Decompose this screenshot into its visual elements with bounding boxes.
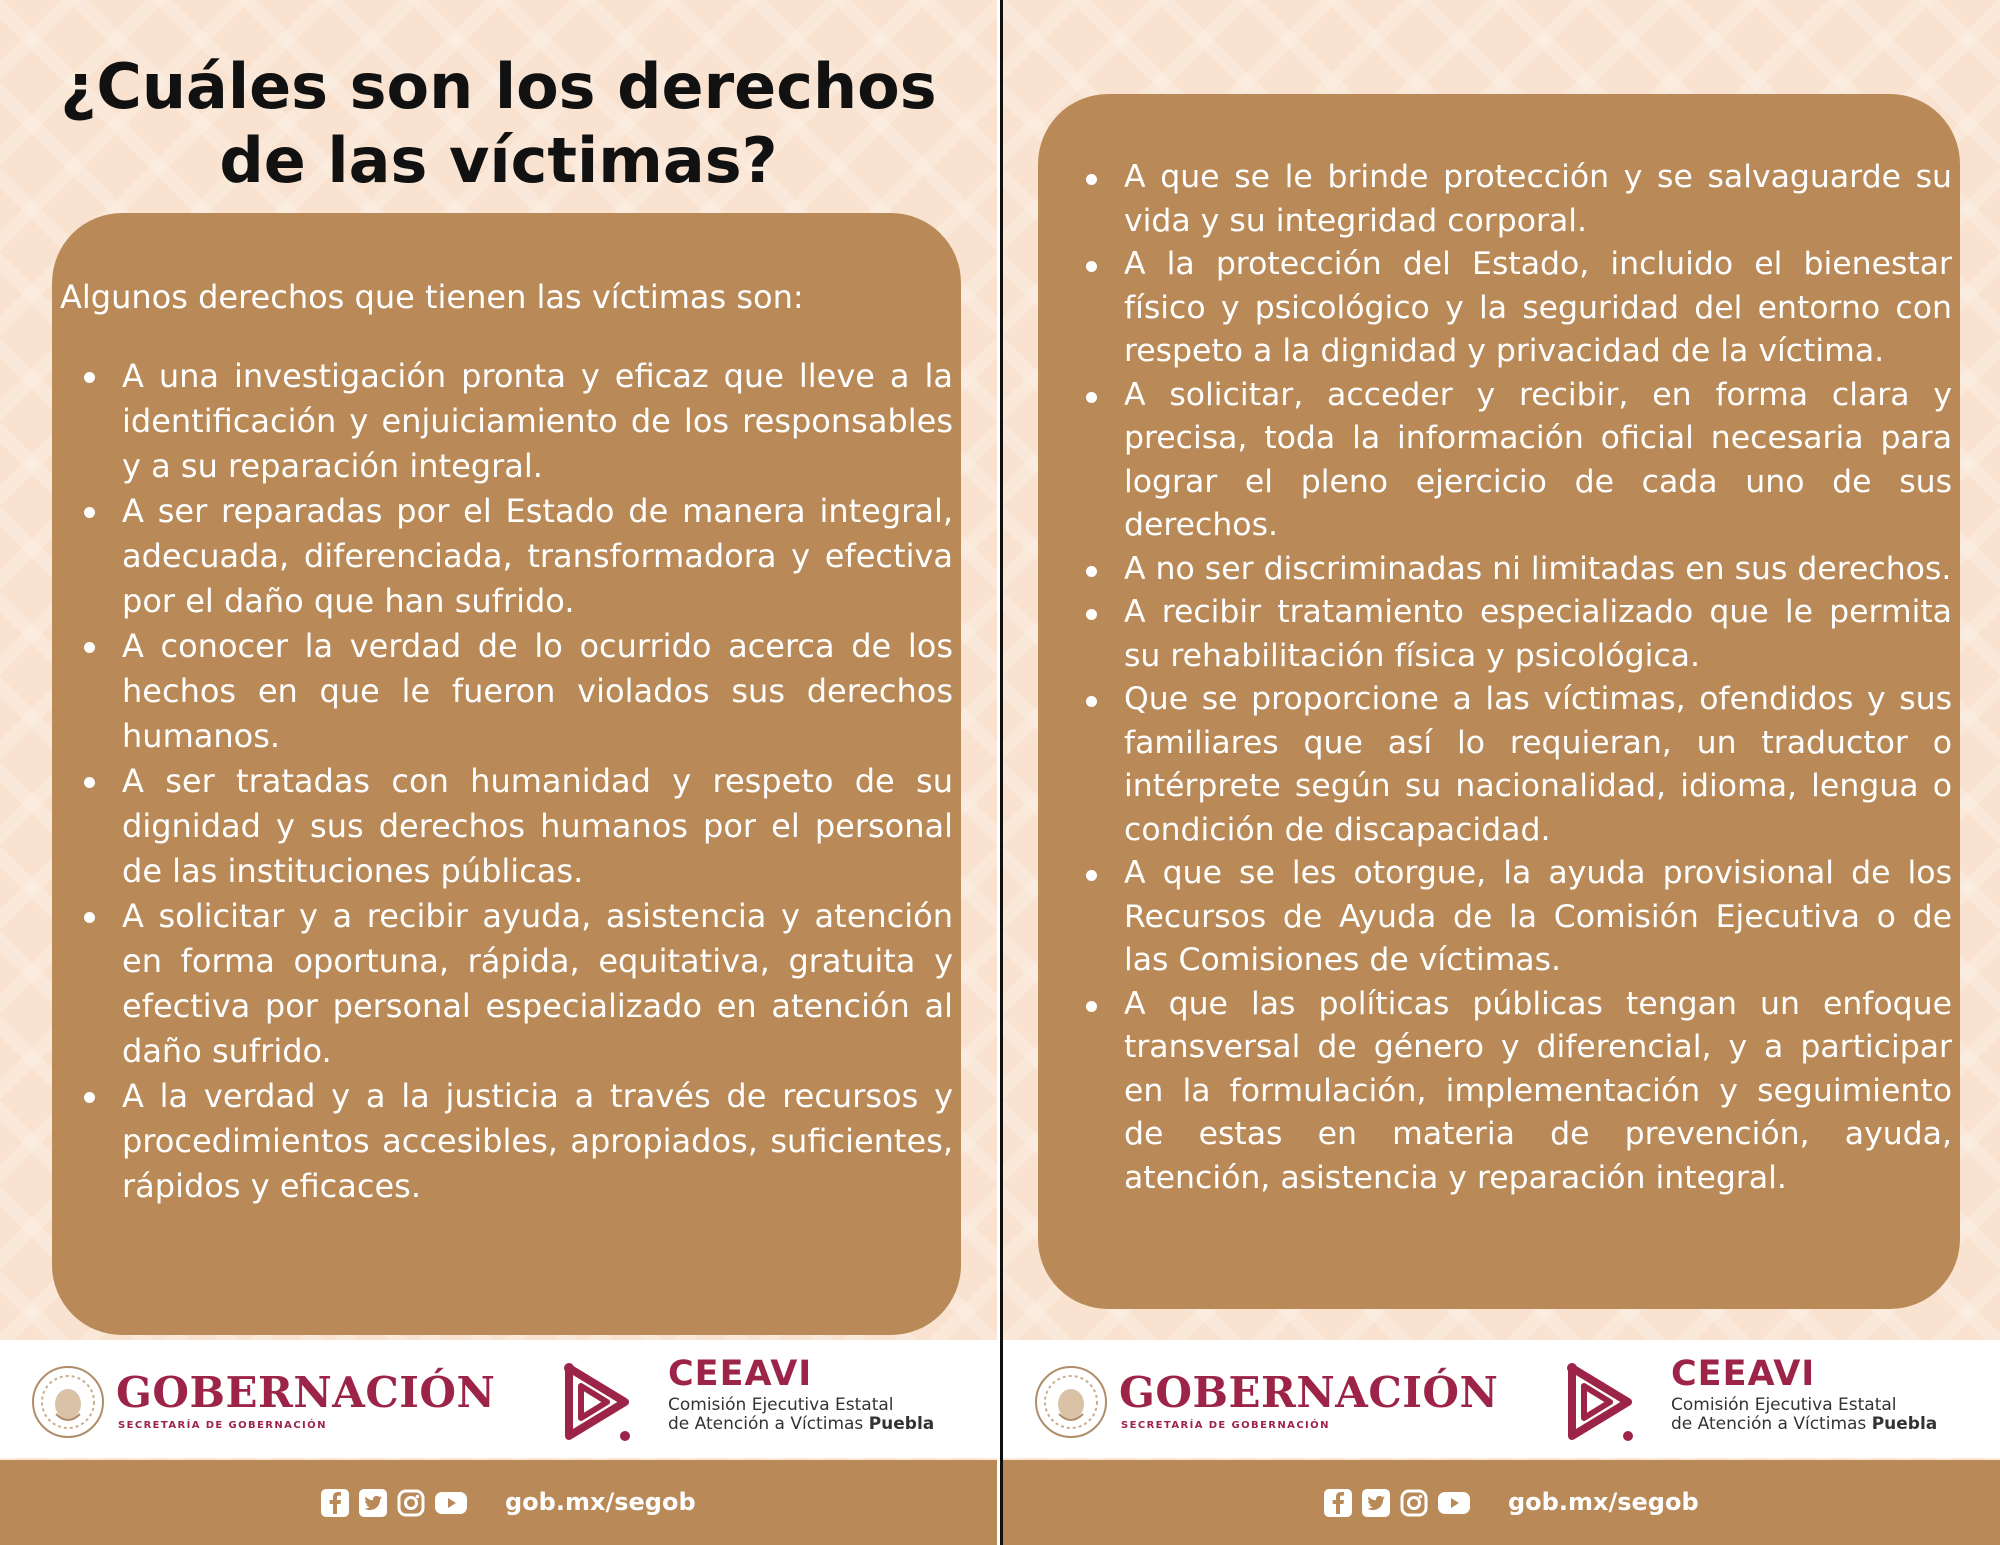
bullet-icon — [84, 777, 95, 788]
right-item — [60, 1074, 953, 1209]
right-item-text: A que se le brinde protección y se salvaguarde su vida y su integridad corporal. — [1124, 159, 1952, 239]
right-item — [60, 894, 953, 1074]
website-link[interactable]: gob.mx/segob — [505, 1488, 696, 1516]
bullet-icon — [1086, 174, 1097, 185]
right-item-text: A solicitar y a recibir ayuda, asistencia y atención en forma oportuna, rápida, equitativa, gratuita y efectiva por personal especializado en atención al daño sufrido. — [122, 897, 953, 1070]
page-title — [0, 50, 997, 198]
right-item — [1062, 156, 1952, 243]
logo-strip — [1003, 1340, 2000, 1458]
ceeavi-subtitle — [668, 1396, 934, 1434]
right-item — [60, 489, 953, 624]
bullet-icon — [84, 1092, 95, 1103]
social-icons — [1323, 1488, 1471, 1518]
national-seal-icon — [1033, 1364, 1109, 1440]
right-item-text: A que se les otorgue, la ayuda provisional de los Recursos de Ayuda de la Comisión Ejecutiva o de las Comisiones de víctimas. — [1124, 855, 1952, 978]
right-item-text: A la verdad y a la justicia a través de recursos y procedimientos accesibles, apropiados, suficientes, rápidos y eficaces. — [122, 1077, 953, 1205]
logo-strip — [0, 1340, 997, 1458]
ceeavi-place: Puebla — [1871, 1414, 1938, 1434]
right-panel — [1003, 0, 2000, 1545]
gobernacion-logo-text: GOBERNACIÓN — [1119, 1368, 1499, 1417]
website-link[interactable]: gob.mx/segob — [1508, 1488, 1699, 1516]
title-line-1: ¿Cuáles son los derechos — [60, 50, 937, 123]
rights-list-right — [1062, 156, 1952, 1200]
right-item-text: A que las políticas públicas tengan un enfoque transversal de género y diferencial, y a participar en la formulación, implementación y seguimiento de estas en materia de prevención, ayuda, atención, asistencia y reparación integral. — [1124, 985, 1952, 1196]
bullet-icon — [1086, 261, 1097, 272]
right-item — [1062, 983, 1952, 1201]
right-item-text: A recibir tratamiento especializado que le permita su rehabilitación física y psicológica. — [1124, 594, 1952, 674]
facebook-icon[interactable] — [320, 1488, 350, 1518]
right-item — [1062, 852, 1952, 983]
bullet-icon — [84, 507, 95, 518]
left-panel — [0, 0, 997, 1545]
right-item-text: A no ser discriminadas ni limitadas en sus derechos. — [1124, 550, 1952, 587]
rights-card-right — [1038, 94, 1960, 1309]
right-item-text: A la protección del Estado, incluido el bienestar físico y psicológico y la seguridad del entorno con respeto a la dignidad y privacidad de la víctima. — [1124, 246, 1952, 369]
title-line-2: de las víctimas? — [219, 124, 778, 197]
ceeavi-logo-icon — [1558, 1356, 1642, 1448]
twitter-icon[interactable] — [358, 1488, 388, 1518]
instagram-icon[interactable] — [1399, 1488, 1429, 1518]
ceeavi-place: Puebla — [868, 1414, 935, 1434]
right-item — [60, 624, 953, 759]
ceeavi-subtitle — [1671, 1396, 1937, 1434]
gobernacion-subtitle: SECRETARÍA DE GOBERNACIÓN — [1121, 1420, 1330, 1431]
ceeavi-subtitle-line-2: de Atención a Víctimas — [668, 1414, 869, 1434]
bullet-icon — [84, 912, 95, 923]
bullet-icon — [1086, 609, 1097, 620]
right-item — [1062, 678, 1952, 852]
footer-bar — [1003, 1460, 2000, 1545]
rights-list-left — [60, 354, 953, 1209]
right-item-text: A conocer la verdad de lo ocurrido acerca de los hechos en que le fueron violados sus derechos humanos. — [122, 627, 953, 755]
twitter-icon[interactable] — [1361, 1488, 1391, 1518]
bullet-icon — [84, 372, 95, 383]
ceeavi-subtitle-line-2: de Atención a Víctimas — [1671, 1414, 1872, 1434]
youtube-icon[interactable] — [1437, 1488, 1471, 1518]
right-item-text: Que se proporcione a las víctimas, ofendidos y sus familiares que así lo requieran, un traductor o intérprete según su nacionalidad, idioma, lengua o condición de discapacidad. — [1124, 681, 1952, 848]
ceeavi-logo-text: CEEAVI — [668, 1354, 813, 1394]
instagram-icon[interactable] — [396, 1488, 426, 1518]
right-item-text: A una investigación pronta y eficaz que lleve a la identificación y enjuiciamiento de los responsables y a su reparación integral. — [122, 357, 953, 485]
right-item-text: A ser tratadas con humanidad y respeto de su dignidad y sus derechos humanos por el personal de las instituciones públicas. — [122, 762, 953, 890]
ceeavi-logo-icon — [555, 1356, 639, 1448]
ceeavi-subtitle-line-1: Comisión Ejecutiva Estatal — [668, 1395, 894, 1415]
bullet-icon — [84, 642, 95, 653]
social-icons — [320, 1488, 468, 1518]
right-item — [1062, 548, 1952, 592]
ceeavi-logo-text: CEEAVI — [1671, 1354, 1816, 1394]
rights-card-left — [52, 213, 961, 1335]
footer-bar — [0, 1460, 997, 1545]
right-item — [1062, 374, 1952, 548]
youtube-icon[interactable] — [434, 1488, 468, 1518]
bullet-icon — [1086, 392, 1097, 403]
intro-text: Algunos derechos que tienen las víctimas son: — [60, 278, 804, 316]
gobernacion-logo-text: GOBERNACIÓN — [116, 1368, 496, 1417]
ceeavi-subtitle-line-1: Comisión Ejecutiva Estatal — [1671, 1395, 1897, 1415]
bullet-icon — [1086, 870, 1097, 881]
facebook-icon[interactable] — [1323, 1488, 1353, 1518]
right-item — [60, 759, 953, 894]
national-seal-icon — [30, 1364, 106, 1440]
right-item — [60, 354, 953, 489]
bullet-icon — [1086, 1001, 1097, 1012]
right-item — [1062, 591, 1952, 678]
bullet-icon — [1086, 566, 1097, 577]
right-item — [1062, 243, 1952, 374]
bullet-icon — [1086, 696, 1097, 707]
right-item-text: A ser reparadas por el Estado de manera integral, adecuada, diferenciada, transformadora y efectiva por el daño que han sufrido. — [122, 492, 953, 620]
right-item-text: A solicitar, acceder y recibir, en forma clara y precisa, toda la información oficial necesaria para lograr el pleno ejercicio de cada uno de sus derechos. — [1124, 376, 1952, 543]
gobernacion-subtitle: SECRETARÍA DE GOBERNACIÓN — [118, 1420, 327, 1431]
